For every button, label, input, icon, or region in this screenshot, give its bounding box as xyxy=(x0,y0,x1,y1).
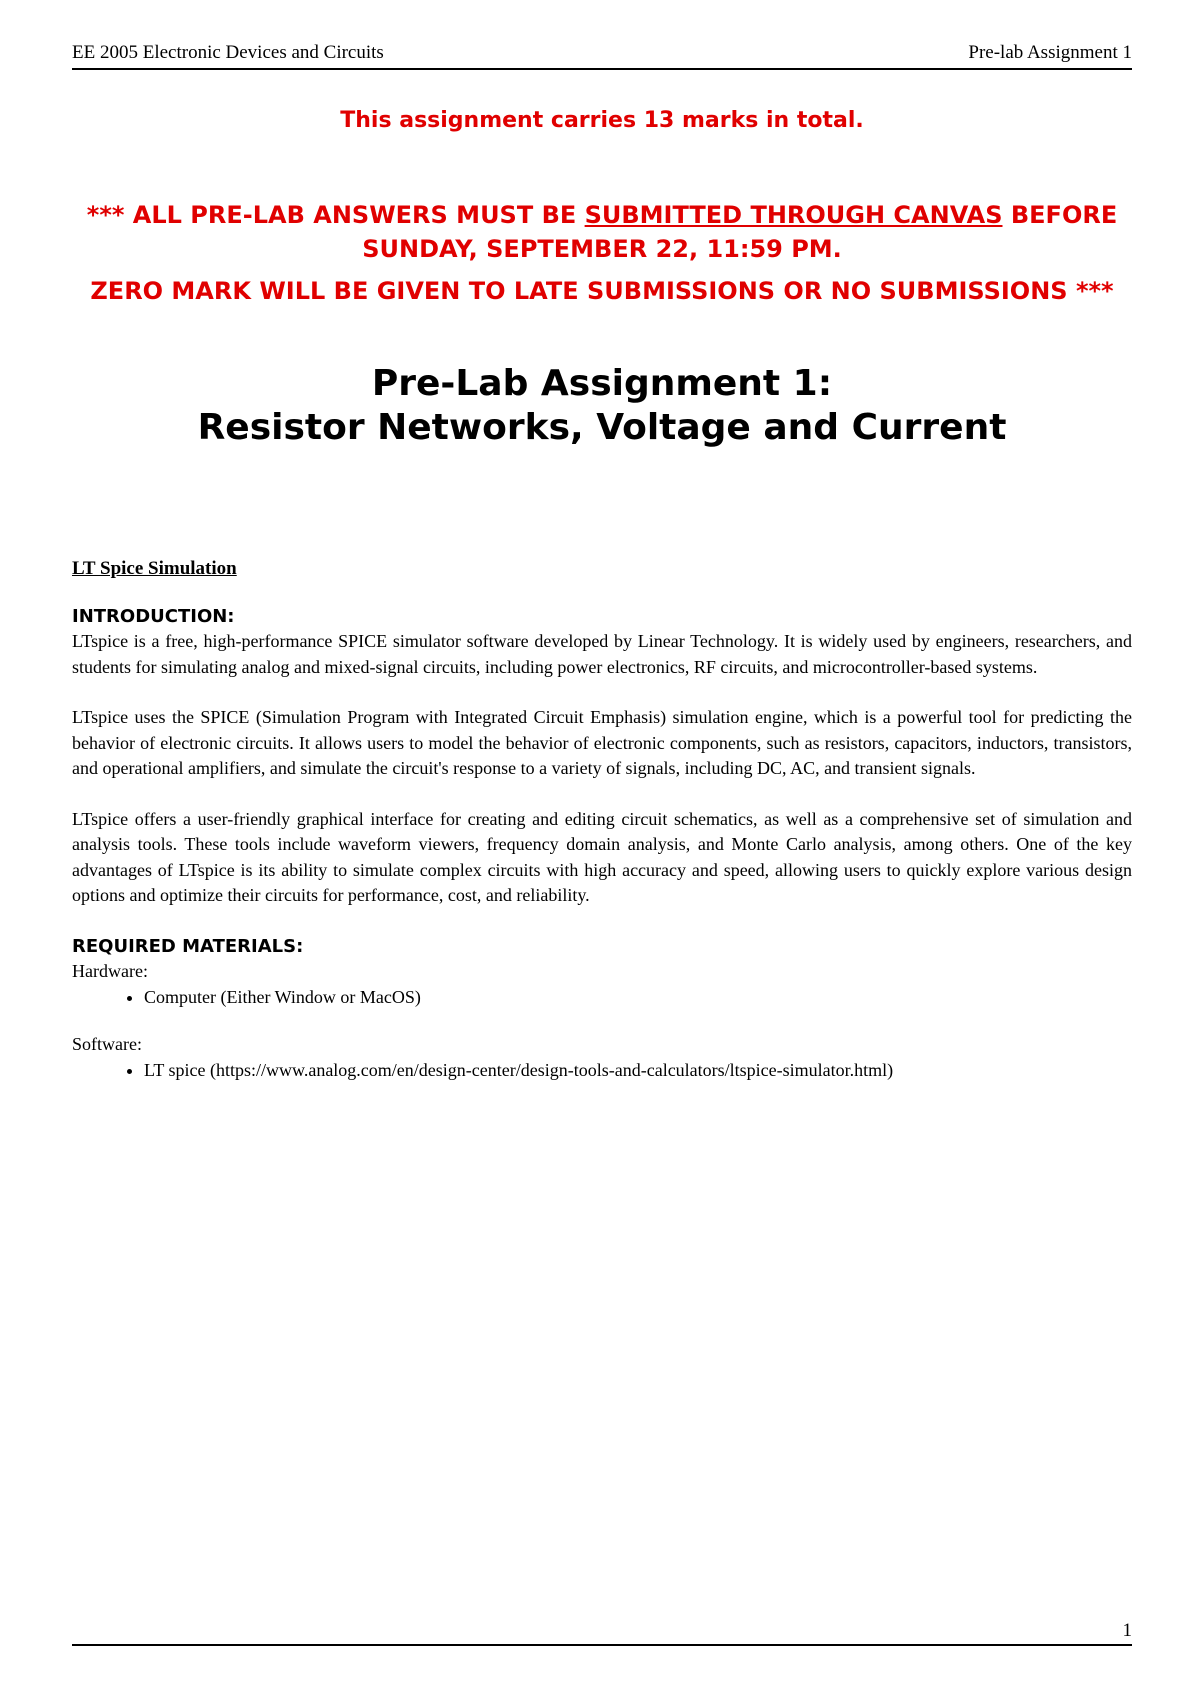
page-header xyxy=(72,40,1132,70)
title-line-1: Pre-Lab Assignment 1: xyxy=(371,363,833,404)
software-block xyxy=(72,1032,1132,1083)
materials-heading: REQUIRED MATERIALS: xyxy=(72,935,304,957)
late-submission-notice: ZERO MARK WILL BE GIVEN TO LATE SUBMISSIONS OR NO SUBMISSIONS *** xyxy=(90,277,1114,305)
software-list xyxy=(72,1058,1132,1084)
submission-suffix: BEFORE SUNDAY, SEPTEMBER 22, 11:59 PM. xyxy=(362,201,1118,263)
title-line-2: Resistor Networks, Voltage and Current xyxy=(197,407,1007,448)
intro-paragraph-1: LTspice is a free, high-performance SPICE simulator software developed by Linear Technology. It is widely used by engineers, researchers, and students for simulating analog and mixed-signal circuits, including power electronics, RF circuits, and microcontroller-based systems. xyxy=(72,631,1132,677)
page-title xyxy=(72,362,1132,450)
page-number: 1 xyxy=(1122,1620,1132,1641)
marks-notice: This assignment carries 13 marks in total. xyxy=(340,108,864,133)
list-item: • LT spice (https://www.analog.com/en/design-center/design-tools-and-calculators/ltspice-simulator.html) xyxy=(144,1058,1132,1084)
list-item: • Computer (Either Window or MacOS) xyxy=(144,985,1132,1011)
page-footer xyxy=(72,1620,1132,1646)
submission-prefix: *** ALL PRE-LAB ANSWERS MUST BE xyxy=(86,201,585,229)
intro-paragraph-3: LTspice offers a user-friendly graphical interface for creating and editing circuit schematics, as well as a comprehensive set of simulation and analysis tools. These tools include waveform viewers, frequency domain analysis, and Monte Carlo analysis, among others. One of the key advantages of LTspice is its ability to simulate complex circuits with high accuracy and speed, allowing users to quickly explore various design options and optimize their circuits for performance, cost, and reliability. xyxy=(72,808,1132,905)
canvas-emphasis: SUBMITTED THROUGH CANVAS xyxy=(584,201,1003,229)
main-content xyxy=(72,556,1132,1105)
software-label: Software: xyxy=(72,1034,142,1054)
hardware-label: Hardware: xyxy=(72,961,148,981)
submission-notice xyxy=(72,198,1132,266)
hardware-list xyxy=(72,985,1132,1011)
course-title: EE 2005 Electronic Devices and Circuits xyxy=(72,42,384,63)
section-title: LT Spice Simulation xyxy=(72,558,237,579)
intro-paragraph-2: LTspice uses the SPICE (Simulation Program with Integrated Circuit Emphasis) simulation engine, which is a powerful tool for predicting the behavior of electronic circuits. It allows users to model the behavior of electronic components, such as resistors, capacitors, inductors, transistors, and operational amplifiers, and simulate the circuit's response to a variety of signals, including DC, AC, and transient signals. xyxy=(72,707,1132,778)
hardware-block xyxy=(72,959,1132,1010)
introduction-heading: INTRODUCTION: xyxy=(72,605,235,627)
header-doc-title: Pre-lab Assignment 1 xyxy=(968,42,1132,63)
